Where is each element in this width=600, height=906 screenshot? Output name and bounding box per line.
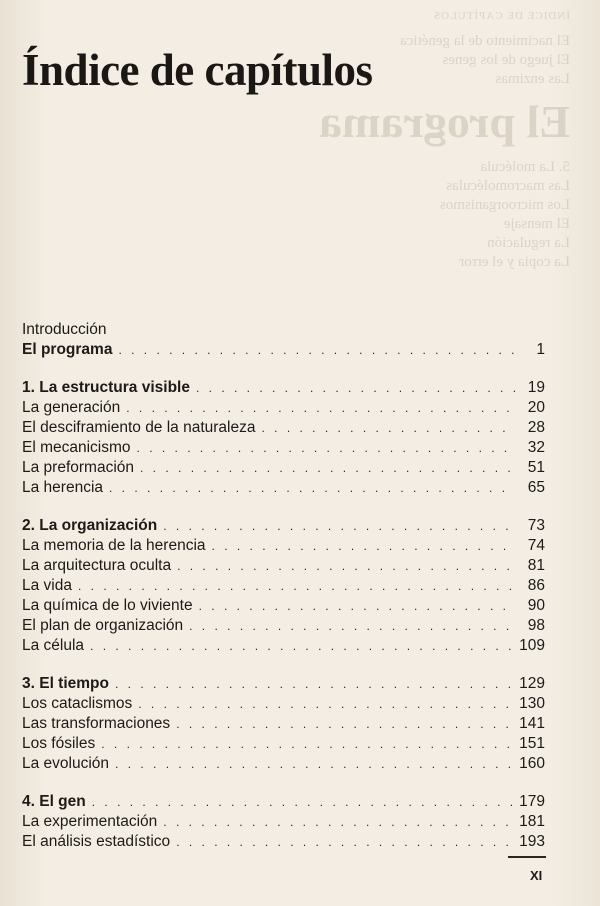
toc-entry-page: 181 bbox=[519, 813, 545, 830]
leader-dots bbox=[137, 438, 515, 458]
toc-entry bbox=[22, 596, 545, 616]
chapter-section bbox=[22, 516, 545, 656]
chapter-heading bbox=[22, 792, 545, 812]
toc-entry-page: 90 bbox=[527, 597, 545, 614]
toc-entry bbox=[22, 812, 545, 832]
toc-entry bbox=[22, 398, 545, 418]
toc-entry-page: 1 bbox=[536, 341, 545, 358]
leader-dots bbox=[212, 536, 515, 556]
chapter-section bbox=[22, 378, 545, 498]
leader-dots bbox=[176, 714, 513, 734]
toc-entry-introduccion bbox=[22, 320, 545, 340]
toc-entry-page: 193 bbox=[519, 833, 545, 850]
toc-entry-label: Las transformaciones bbox=[22, 715, 171, 732]
toc-entry-page: 51 bbox=[527, 459, 545, 476]
toc-entry-label: El desciframiento de la naturaleza bbox=[22, 419, 256, 436]
toc-entry-label: El análisis estadístico bbox=[22, 833, 171, 850]
toc-entry bbox=[22, 616, 545, 636]
leader-dots bbox=[90, 636, 513, 656]
toc-entry bbox=[22, 636, 545, 656]
toc-entry-label: Introducción bbox=[22, 321, 107, 338]
chapter-heading bbox=[22, 674, 545, 694]
leader-dots bbox=[176, 832, 513, 852]
leader-dots bbox=[126, 398, 515, 418]
toc-entry-label: La experimentación bbox=[22, 813, 158, 830]
toc-entry-page: 32 bbox=[527, 439, 545, 456]
toc-entry-label: Los cataclismos bbox=[22, 695, 133, 712]
toc-entry-page: 151 bbox=[519, 735, 545, 752]
leader-dots bbox=[177, 556, 515, 576]
toc-entry bbox=[22, 418, 545, 438]
toc-entry-label: El mecanicismo bbox=[22, 439, 131, 456]
toc-entry-page: 81 bbox=[527, 557, 545, 574]
leader-dots bbox=[118, 340, 515, 360]
leader-dots bbox=[262, 418, 516, 438]
chapter-section bbox=[22, 674, 545, 774]
toc-entry-label: 4. El gen bbox=[22, 793, 86, 810]
leader-dots bbox=[115, 674, 513, 694]
chapter-section bbox=[22, 792, 545, 852]
leader-dots bbox=[92, 792, 513, 812]
toc-entry-label: 3. El tiempo bbox=[22, 675, 109, 692]
chapter-heading bbox=[22, 516, 545, 536]
toc-entry-page: 73 bbox=[527, 517, 545, 534]
toc-entry bbox=[22, 458, 545, 478]
toc-entry-page: 19 bbox=[527, 379, 545, 396]
toc-entry bbox=[22, 556, 545, 576]
show-through-text: ÍNDICE DE CAPÍTULOS El nacimiento de la genética El juego de los genes Las enzimas El programa 5. La molécula Las macromoléculas Los microorganismos El mensaje La regulación La copia y el error bbox=[319, 10, 570, 270]
leader-dots bbox=[101, 734, 513, 754]
leader-dots bbox=[140, 458, 515, 478]
toc-entry-label: La química de lo viviente bbox=[22, 597, 193, 614]
toc-entry-label: La herencia bbox=[22, 479, 104, 496]
toc-entry-label: Los fósiles bbox=[22, 735, 96, 752]
toc-entry-page: 130 bbox=[519, 695, 545, 712]
toc-entry-label: 1. La estructura visible bbox=[22, 379, 190, 396]
leader-dots bbox=[199, 596, 515, 616]
toc-entry-page: 65 bbox=[527, 479, 545, 496]
leader-dots bbox=[115, 754, 513, 774]
toc-entry bbox=[22, 536, 545, 556]
leader-dots bbox=[78, 576, 515, 596]
toc-entry bbox=[22, 576, 545, 596]
toc-entry-page: 141 bbox=[519, 715, 545, 732]
toc-entry-page: 98 bbox=[527, 617, 545, 634]
toc-entry-label: La memoria de la herencia bbox=[22, 537, 206, 554]
toc-entry bbox=[22, 754, 545, 774]
footer-rule bbox=[508, 856, 546, 858]
toc-entry-label: La generación bbox=[22, 399, 121, 416]
toc-entry bbox=[22, 714, 545, 734]
toc-entry-label: La arquitectura oculta bbox=[22, 557, 172, 574]
toc-entry bbox=[22, 478, 545, 498]
toc-entry-page: 179 bbox=[519, 793, 545, 810]
leader-dots bbox=[138, 694, 513, 714]
toc-entry-label: El plan de organización bbox=[22, 617, 184, 634]
page-number: XI bbox=[530, 868, 543, 883]
chapter-heading bbox=[22, 378, 545, 398]
toc-entry bbox=[22, 832, 545, 852]
toc-entry-label: La vida bbox=[22, 577, 72, 594]
toc-entry bbox=[22, 694, 545, 714]
toc-entry-page: 86 bbox=[527, 577, 545, 594]
page-title: Índice de capítulos bbox=[22, 45, 373, 95]
leader-dots bbox=[196, 378, 515, 398]
leader-dots bbox=[189, 616, 515, 636]
toc-entry-label: 2. La organización bbox=[22, 517, 158, 534]
leader-dots bbox=[163, 812, 513, 832]
leader-dots bbox=[163, 516, 515, 536]
toc-entry bbox=[22, 438, 545, 458]
toc-entry-label: El programa bbox=[22, 341, 113, 358]
toc-entry-page: 28 bbox=[527, 419, 545, 436]
toc-entry-page: 74 bbox=[527, 537, 545, 554]
table-of-contents bbox=[22, 320, 545, 852]
toc-entry-page: 129 bbox=[519, 675, 545, 692]
toc-entry bbox=[22, 734, 545, 754]
toc-entry-page: 20 bbox=[527, 399, 545, 416]
toc-entry-label: La célula bbox=[22, 637, 85, 654]
toc-entry-label: La evolución bbox=[22, 755, 110, 772]
chapter-list bbox=[22, 378, 545, 852]
toc-entry-page: 109 bbox=[519, 637, 545, 654]
toc-entry-label: La preformación bbox=[22, 459, 135, 476]
leader-dots bbox=[109, 478, 515, 498]
toc-entry-page: 160 bbox=[519, 755, 545, 772]
toc-entry-el-programa bbox=[22, 340, 545, 360]
